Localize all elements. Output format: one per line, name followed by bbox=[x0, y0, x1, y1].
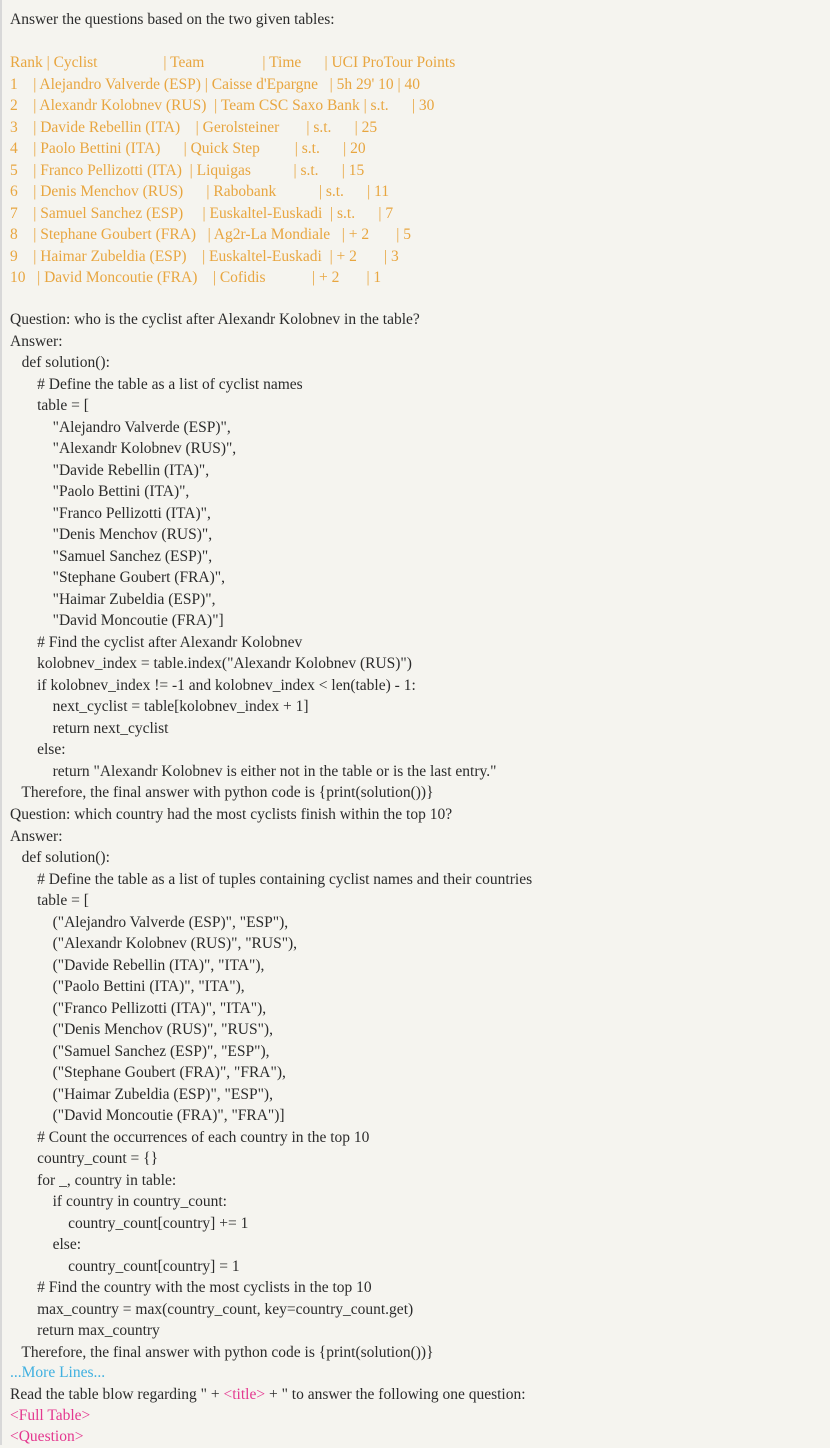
table-row: 5 | Franco Pellizotti (ITA) | Liquigas | s.t. | 15 bbox=[10, 161, 365, 179]
example-one-line: "Samuel Sanchez (ESP)", bbox=[10, 547, 213, 565]
example-one-line: "Davide Rebellin (ITA)", bbox=[10, 461, 210, 479]
example-two-line: Therefore, the final answer with python code is {print(solution())} bbox=[10, 1343, 434, 1361]
example-two-line: ("Alexandr Kolobnev (RUS)", "RUS"), bbox=[10, 935, 298, 952]
example-two-line: return max_country bbox=[10, 1322, 160, 1339]
example-one-line: "Alejandro Valverde (ESP)", bbox=[10, 418, 231, 436]
example-two-line: country_count = {} bbox=[10, 1150, 159, 1167]
example-two-line: ("Samuel Sanchez (ESP)", "ESP"), bbox=[10, 1042, 270, 1060]
example-one-line: return next_cyclist bbox=[10, 719, 169, 737]
example-one-line: if kolobnev_index != -1 and kolobnev_index < len(table) - 1: bbox=[10, 676, 416, 694]
full-table-placeholder: <Full Table> bbox=[10, 1407, 91, 1424]
more-lines-link[interactable]: ...More Lines... bbox=[10, 1364, 106, 1381]
example-two-line: # Find the country with the most cyclists in the top 10 bbox=[10, 1279, 372, 1296]
example-two-line: ("Denis Menchov (RUS)", "RUS"), bbox=[10, 1021, 273, 1038]
example-two-line: ("Franco Pellizotti (ITA)", "ITA"), bbox=[10, 999, 267, 1017]
example-two-line: ("Paolo Bettini (ITA)", "ITA"), bbox=[10, 978, 245, 995]
table-row: 3 | Davide Rebellin (ITA) | Gerolsteiner | s.t. | 25 bbox=[10, 118, 378, 136]
intro-text: Answer the questions based on the two given tables: bbox=[10, 11, 335, 28]
example-two-line: if country in country_count: bbox=[10, 1193, 227, 1210]
example-two-line: country_count[country] = 1 bbox=[10, 1257, 240, 1275]
example-one-line: Answer: bbox=[10, 332, 63, 350]
table-row: 10 | David Moncoutie (FRA) | Cofidis | + 2 | 1 bbox=[10, 269, 382, 286]
example-two-line: # Count the occurrences of each country in the top 10 bbox=[10, 1128, 370, 1146]
example-two-line: ("David Moncoutie (FRA)", "FRA")] bbox=[10, 1107, 285, 1124]
example-one-line: next_cyclist = table[kolobnev_index + 1] bbox=[10, 698, 309, 715]
example-two-line: ("Stephane Goubert (FRA)", "FRA"), bbox=[10, 1064, 286, 1081]
example-one-line: "Denis Menchov (RUS)", bbox=[10, 526, 213, 543]
table-row: 2 | Alexandr Kolobnev (RUS) | Team CSC Saxo Bank | s.t. | 30 bbox=[10, 97, 435, 114]
table-row: 8 | Stephane Goubert (FRA) | Ag2r-La Mondiale | + 2 | 5 bbox=[10, 226, 411, 243]
example-one-line: "Haimar Zubeldia (ESP)", bbox=[10, 590, 216, 608]
table-row: Rank | Cyclist | Team | Time | UCI ProTour Points bbox=[10, 54, 456, 71]
question-placeholder: <Question> bbox=[10, 1428, 84, 1445]
example-one-line: "Stephane Goubert (FRA)", bbox=[10, 569, 225, 586]
example-two-line: # Define the table as a list of tuples containing cyclist names and their countries bbox=[10, 870, 533, 888]
example-two-line: ("Alejandro Valverde (ESP)", "ESP"), bbox=[10, 913, 289, 931]
example-two-line: table = [ bbox=[10, 892, 89, 909]
example-one-line: # Define the table as a list of cyclist names bbox=[10, 375, 303, 393]
instruction-suffix: + " to answer the following one question: bbox=[265, 1386, 526, 1403]
example-one-line: def solution(): bbox=[10, 354, 110, 371]
example-one-line: # Find the cyclist after Alexandr Kolobnev bbox=[10, 633, 303, 651]
example-one-line: "David Moncoutie (FRA)"] bbox=[10, 612, 224, 629]
example-one-line: "Paolo Bettini (ITA)", bbox=[10, 483, 190, 500]
table-row: 1 | Alejandro Valverde (ESP) | Caisse d'Epargne | 5h 29' 10 | 40 bbox=[10, 75, 421, 93]
example-one-line: table = [ bbox=[10, 397, 89, 414]
title-placeholder: <title> bbox=[223, 1386, 266, 1403]
instruction-line bbox=[10, 1385, 526, 1406]
example-two-line: country_count[country] += 1 bbox=[10, 1214, 249, 1232]
example-two-line: else: bbox=[10, 1236, 82, 1253]
table-row: 9 | Haimar Zubeldia (ESP) | Euskaltel-Euskadi | + 2 | 3 bbox=[10, 247, 399, 265]
table-row: 4 | Paolo Bettini (ITA) | Quick Step | s.t. | 20 bbox=[10, 140, 366, 157]
table-row: 6 | Denis Menchov (RUS) | Rabobank | s.t. | 11 bbox=[10, 183, 390, 200]
table-row: 7 | Samuel Sanchez (ESP) | Euskaltel-Euskadi | s.t. | 7 bbox=[10, 204, 394, 222]
example-one-line: "Franco Pellizotti (ITA)", bbox=[10, 504, 211, 522]
example-one-line: return "Alexandr Kolobnev is either not in the table or is the last entry." bbox=[10, 762, 497, 780]
example-two-line: max_country = max(country_count, key=country_count.get) bbox=[10, 1300, 414, 1318]
example-one-line: kolobnev_index = table.index("Alexandr Kolobnev (RUS)") bbox=[10, 655, 412, 672]
instruction-prefix: Read the table blow regarding " + bbox=[10, 1386, 224, 1403]
example-two-line: Answer: bbox=[10, 827, 63, 845]
example-two-line: for _, country in table: bbox=[10, 1171, 177, 1189]
example-two-line: ("Davide Rebellin (ITA)", "ITA"), bbox=[10, 956, 265, 974]
example-one-line: Question: who is the cyclist after Alexandr Kolobnev in the table? bbox=[10, 311, 420, 328]
example-two-line: ("Haimar Zubeldia (ESP)", "ESP"), bbox=[10, 1085, 273, 1103]
example-one-line: "Alexandr Kolobnev (RUS)", bbox=[10, 440, 237, 457]
example-one-line: Therefore, the final answer with python code is {print(solution())} bbox=[10, 784, 434, 801]
example-one-line: else: bbox=[10, 741, 66, 758]
example-two-line: def solution(): bbox=[10, 849, 110, 866]
example-two-line: Question: which country had the most cyclists finish within the top 10? bbox=[10, 806, 453, 823]
